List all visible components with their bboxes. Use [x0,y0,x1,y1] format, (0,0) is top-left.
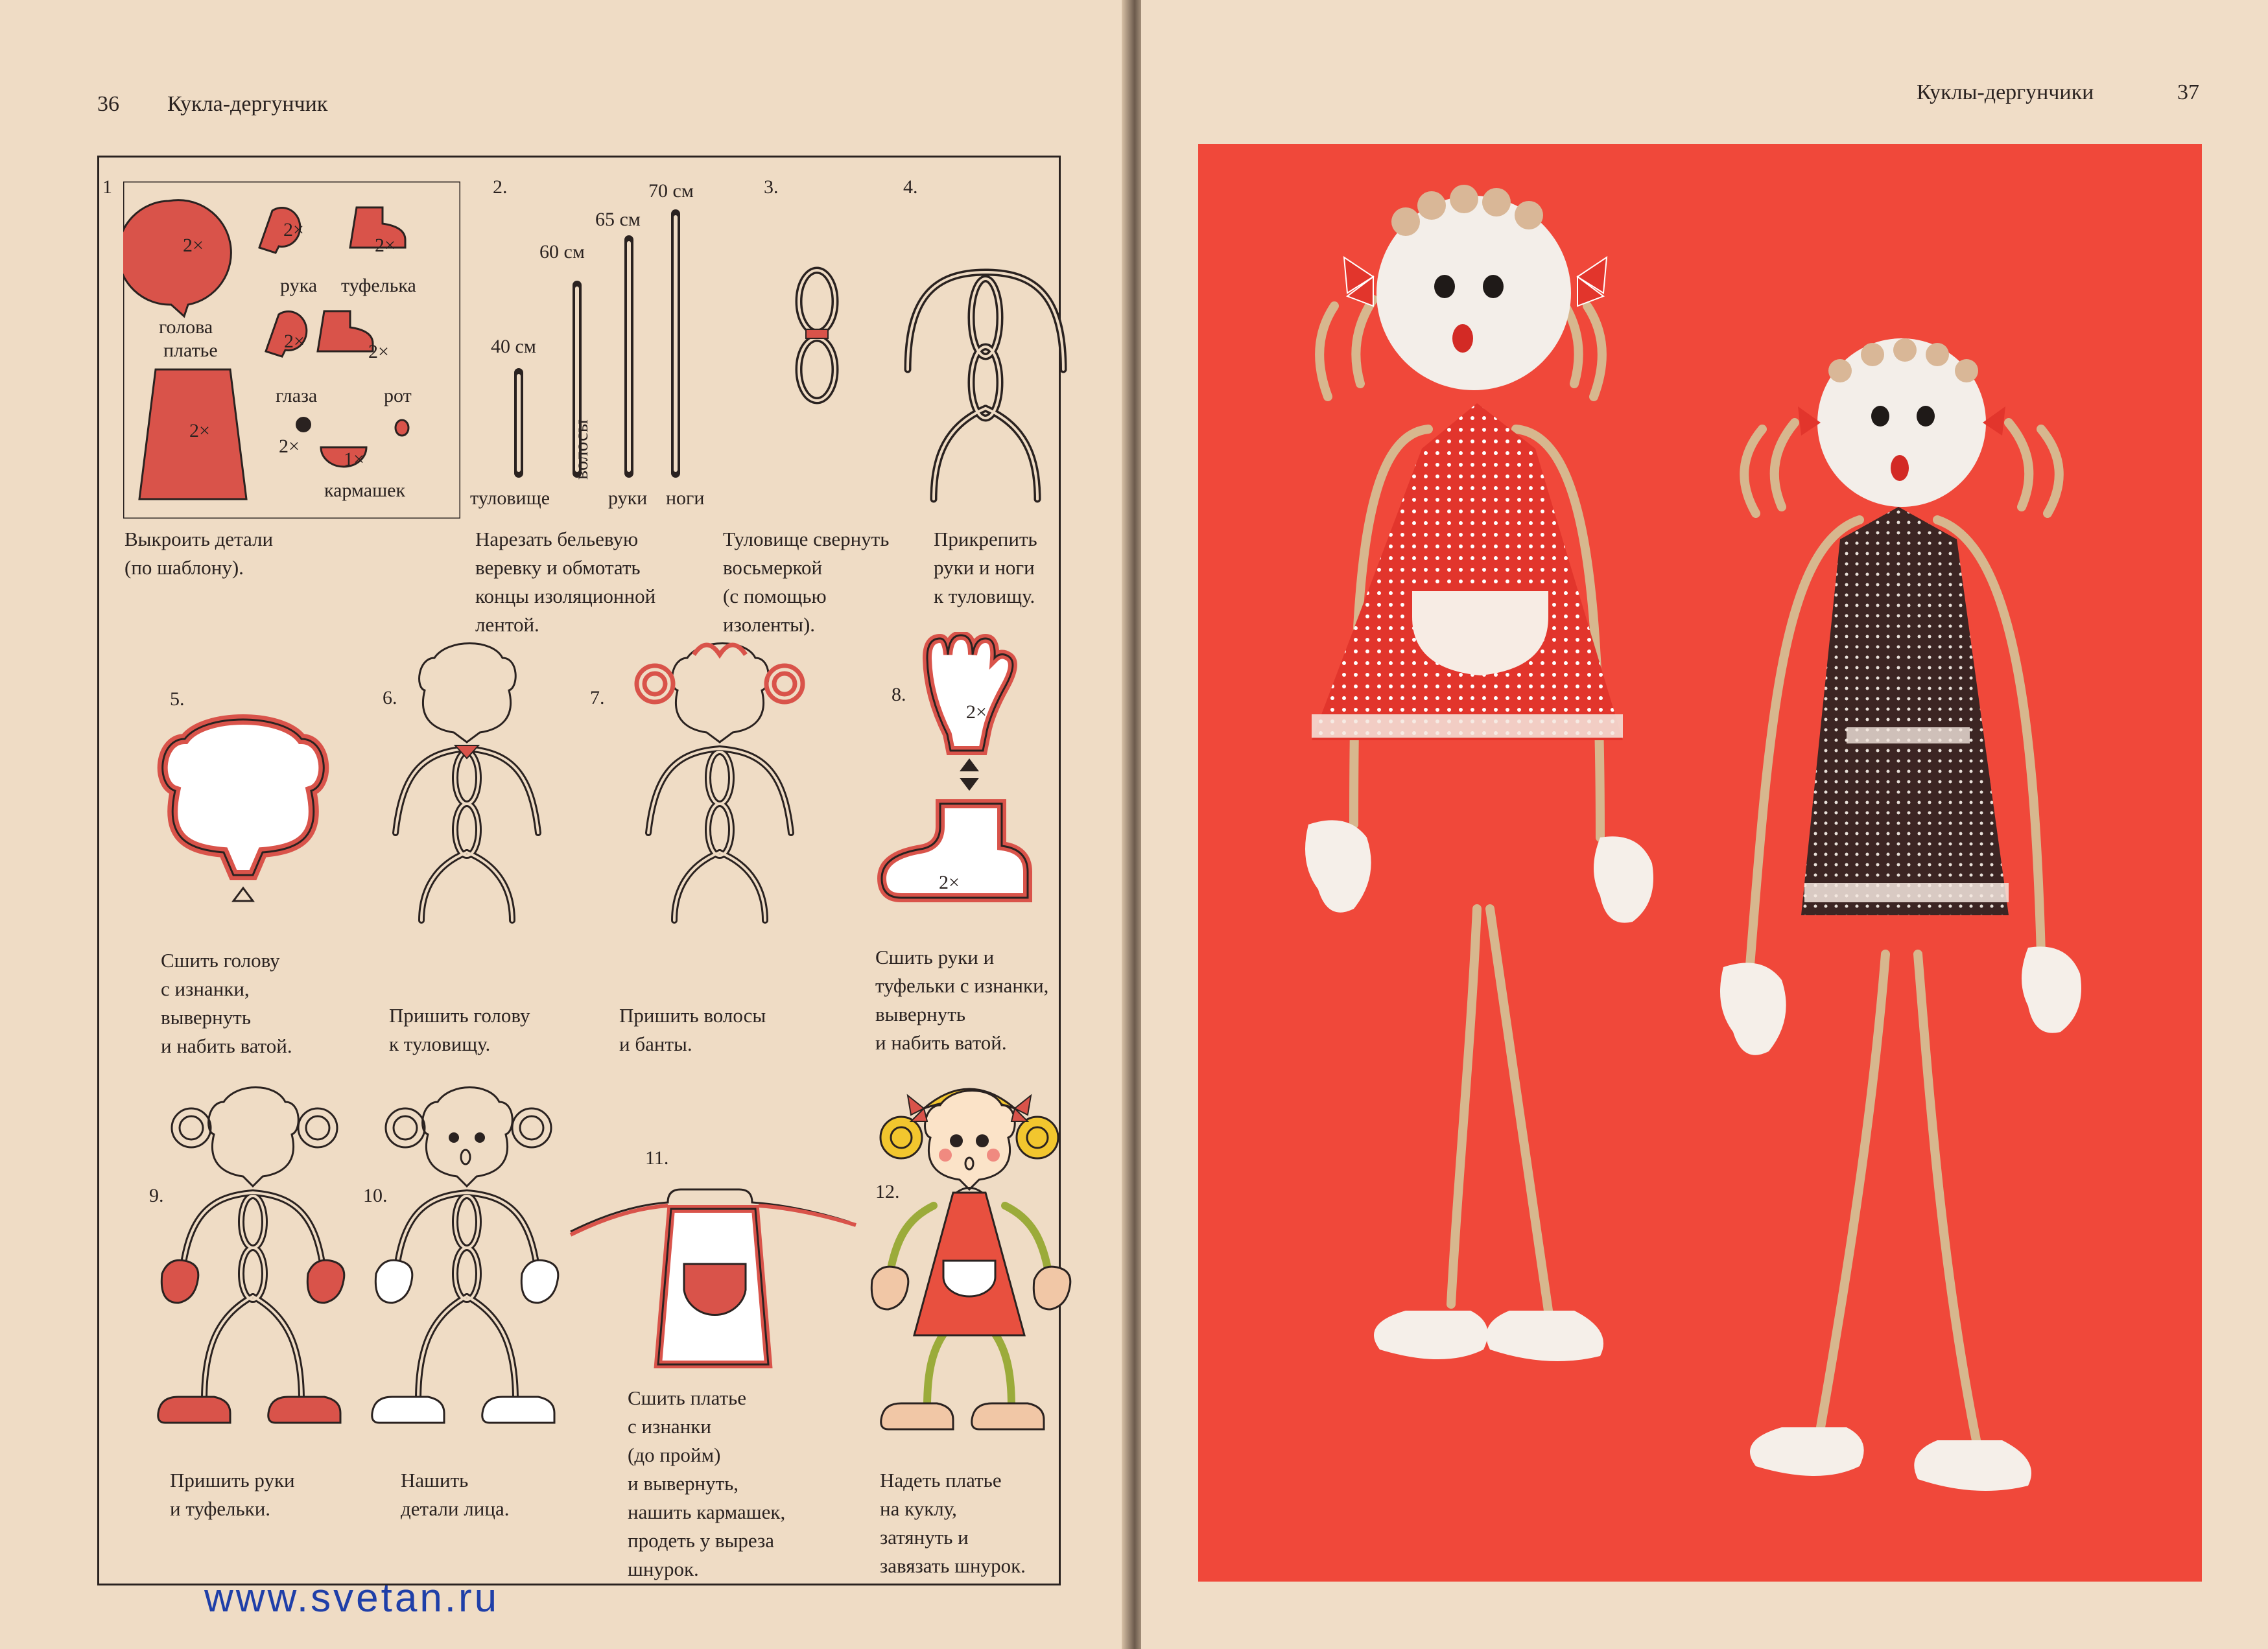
doll-red-dress [1305,185,1653,1361]
x2-shoe-8: 2× [939,872,960,893]
rope-torso: туловище [470,487,550,509]
step-9-caption: Пришить руки и туфельки. [170,1469,295,1520]
x2-head: 2× [183,235,204,256]
label-dress: платье [163,340,218,361]
rope-70cm: 70 см [648,180,694,202]
step-7-caption: Пришить волосы и банты. [619,1004,766,1055]
step-11-number: 11. [645,1147,669,1169]
face-details-figure [360,1076,567,1452]
x1-pocket: 1× [344,449,364,470]
label-shoe: туфелька [341,275,416,296]
label-mouth: рот [384,385,412,406]
step-12-number: 12. [875,1181,900,1202]
dolls-photo [1198,144,2202,1582]
sewn-head-figure [146,713,340,914]
x2-shoe: 2× [375,235,396,256]
hair-and-bows-figure [622,638,817,924]
running-head: Кукла-дергунчик [167,92,328,116]
dolls-illustration [1198,144,2202,1582]
arms-and-shoes-attached-figure [146,1076,353,1452]
step-2-caption: Нарезать бельевую веревку и обмотать концы изоляционной лентой. [475,528,656,636]
rope-legs: ноги [666,487,705,509]
watermark-link[interactable]: www.svetan.ru [204,1576,500,1620]
finished-doll-figure [862,1070,1083,1452]
page-number: 36 [97,92,119,116]
doll-dark-dress [1720,338,2081,1491]
step-2-number: 2. [493,176,508,198]
step-8-caption: Сшить руки и туфельки с изнанки, вывернуть и набить ватой. [875,946,1049,1054]
step-6-caption: Пришить голову к туловищу. [389,1004,530,1055]
figure-eight-figure [781,266,853,408]
label-pocket: кармашек [324,480,406,501]
rope-60cm: 60 см [539,241,585,263]
step-7-number: 7. [590,687,605,708]
body-frame-figure [895,259,1076,506]
page-number-right: 37 [2177,80,2199,104]
step-10-caption: Нашить детали лица. [401,1469,510,1520]
x2-hand-2: 2× [284,331,305,352]
label-head: голова [159,316,213,338]
x2-hand-8: 2× [966,701,987,723]
rope-hair: волосы [571,419,592,480]
step-5-number: 5. [170,688,185,710]
left-page [0,0,1128,1649]
step-4-number: 4. [903,176,918,198]
step-1-caption: Выкроить детали (по шаблону). [124,528,274,579]
step-9-number: 9. [149,1185,164,1206]
step-3-number: 3. [764,176,779,198]
step-12-caption: Надеть платье на куклу, затянуть и завязать шнурок. [880,1469,1026,1577]
step-8-number: 8. [892,684,906,705]
dress-figure [564,1180,862,1374]
head-on-body-figure [383,638,551,924]
rope-arms: руки [608,487,648,509]
hands-and-shoes-figure [869,632,1063,924]
running-head-right: Куклы-дергунчики [1917,80,2094,104]
step-5-caption: Сшить голову с изнанки, вывернуть и набить ватой. [161,949,292,1057]
x2-hand: 2× [283,219,304,240]
x2-shoe-2: 2× [368,341,389,362]
step-4-caption: Прикрепить руки и ноги к туловищу. [934,528,1037,607]
step-10-number: 10. [363,1185,388,1206]
label-hand: рука [280,275,318,296]
label-eyes: глаза [276,385,318,406]
step-11-caption: Сшить платье с изнанки (до пройм) и вывернуть, нашить кармашек, продеть у выреза шнурок. [628,1386,786,1580]
step-6-number: 6. [383,687,397,708]
rope-65cm: 65 см [595,209,641,230]
step-1-number: 1 [102,176,112,198]
x2-eyes: 2× [279,436,300,457]
x2-dress: 2× [189,420,210,441]
step-3-caption: Туловище свернуть восьмеркой (с помощью изоленты). [723,528,890,636]
rope-40cm: 40 см [491,336,536,357]
